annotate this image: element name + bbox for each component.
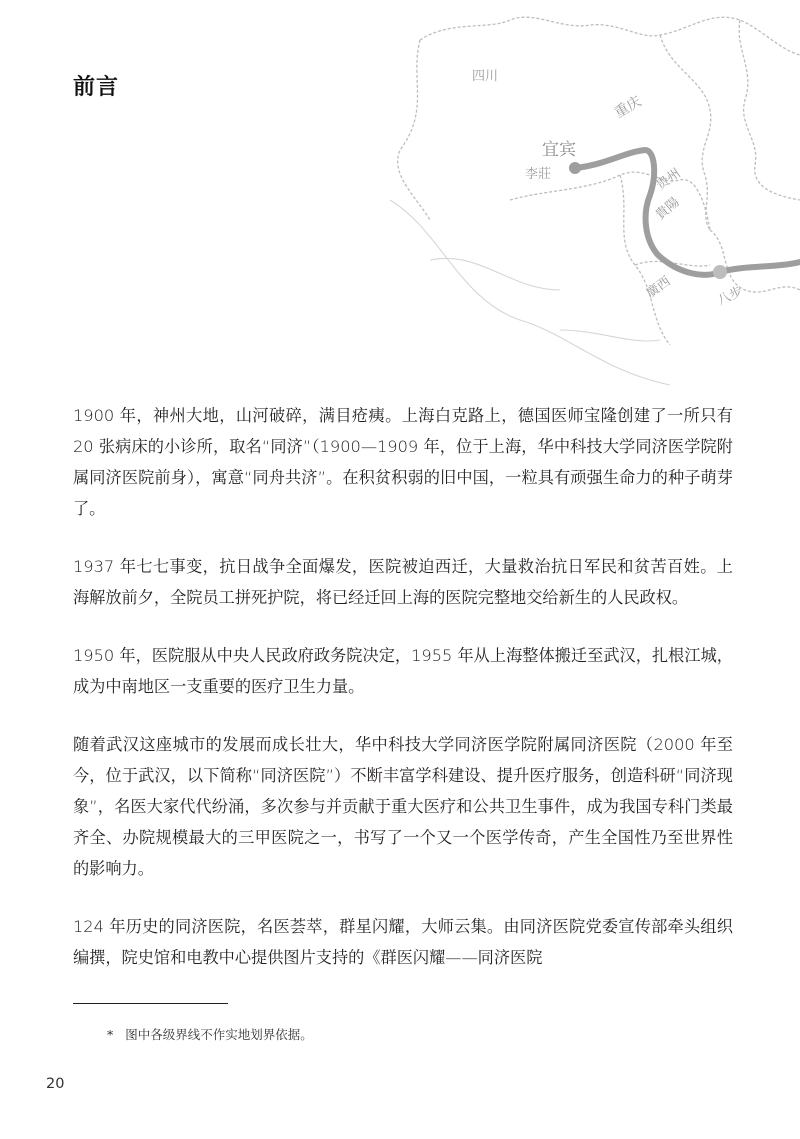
relocation-route — [575, 150, 720, 275]
city-marker — [569, 162, 581, 174]
city-marker — [713, 265, 727, 279]
paragraph: 随着武汉这座城市的发展而成长壮大，华中科技大学同济医学院附属同济医院（2000 年至今，位于武汉，以下简称“同济医院”）不断丰富学科建设、提升医疗服务，创造科研“同济现象”，名医大家代代纷涌，多次参与并贡献于重大医疗和公共卫生事件，成为我国专科门类最齐全、办院规模最大的三甲医院之一，书写了一个又一个医学传奇，产生全国性乃至世界性的影响力。 — [73, 735, 733, 878]
map-label-lizhuang: 李莊 — [525, 167, 552, 182]
footnote-text: 图中各级界线不作实地划界依据。 — [125, 1027, 313, 1042]
map-label-yibin: 宜宾 — [542, 140, 576, 160]
paragraph: 1937 年七七事变，抗日战争全面爆发，医院被迫西迁，大量救治抗日军民和贫苦百姓。上海解放前夕，全院员工拼死护院，将已经迁回上海的医院完整地交给新生的人民政权。 — [73, 557, 733, 607]
footnote — [107, 1025, 313, 1043]
map-river — [430, 258, 560, 290]
paragraph: 1900 年，神州大地，山河破碎，满目疮痍。上海白克路上，德国医师宝隆创建了一所只有 20 张病床的小诊所，取名“同济”（1900—1909 年，位于上海，华中科技大学同济医学院附属同济医院前身），寓意“同舟共济”。在积贫积弱的旧中国，一粒具有顽强生命力的种子萌芽了。 — [73, 406, 733, 518]
map-label-sichuan: 四川 — [472, 69, 499, 84]
page-title: 前言 — [73, 75, 120, 100]
map-label-babu: 八步 — [715, 284, 746, 309]
map-label-chongqing: 重庆 — [612, 93, 645, 122]
page-number: 20 — [46, 1076, 65, 1092]
map-label-guiyang: 貴陽 — [652, 194, 683, 224]
footnote-mark: * — [107, 1027, 114, 1042]
relocation-route — [720, 262, 800, 272]
map-river — [560, 330, 660, 341]
paragraph: 1950 年，医院服从中央人民政府政务院决定，1955 年从上海整体搬迁至武汉，扎根江城，成为中南地区一支重要的医疗卫生力量。 — [73, 646, 733, 696]
map-border-line — [398, 40, 430, 220]
map-border-line — [710, 230, 800, 292]
map-river — [390, 200, 670, 385]
map-border-line — [739, 20, 800, 200]
map-label-guizhou: 贵州 — [653, 166, 684, 194]
historical-route-map — [360, 0, 800, 400]
map-border-line — [420, 17, 800, 55]
body-text — [73, 400, 733, 1000]
paragraph: 124 年历史的同济医院，名医荟萃，群星闪耀，大师云集。由同济医院党委宣传部牵头组织编撰，院史馆和电教中心提供图片支持的《群医闪耀——同济医院 — [73, 917, 733, 967]
map-label-guangxi: 廣西 — [643, 274, 674, 302]
footnote-divider — [73, 1003, 228, 1004]
